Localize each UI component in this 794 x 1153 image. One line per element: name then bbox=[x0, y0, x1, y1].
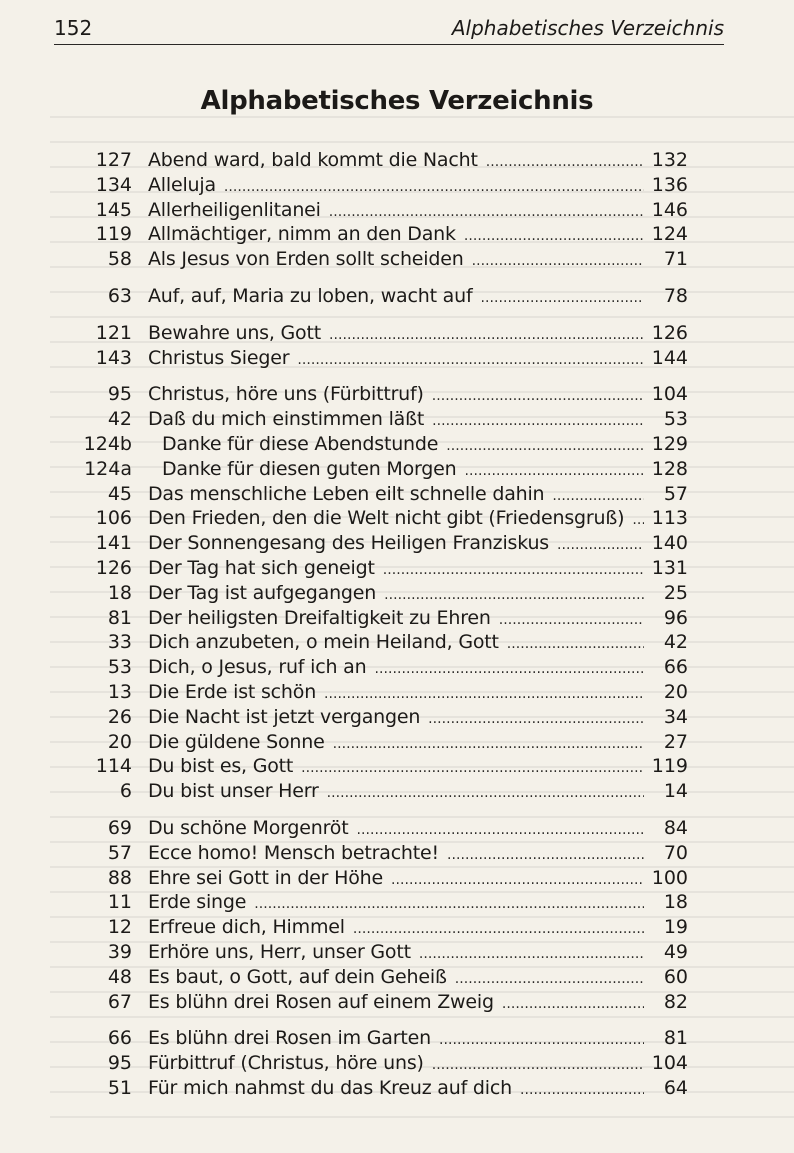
dot-leader bbox=[383, 556, 644, 583]
dot-leader bbox=[356, 816, 644, 843]
index-entry bbox=[0, 346, 794, 371]
entry-number: 145 bbox=[95, 198, 132, 221]
dot-leader bbox=[391, 866, 644, 893]
index-entry bbox=[0, 680, 794, 705]
entry-line bbox=[148, 705, 688, 732]
entry-page: 25 bbox=[663, 581, 688, 604]
entry-page: 60 bbox=[663, 965, 688, 988]
entry-title: Ehre sei Gott in der Höhe bbox=[148, 866, 383, 889]
dot-leader bbox=[329, 321, 644, 348]
index-entry bbox=[0, 581, 794, 606]
entry-line bbox=[148, 965, 688, 992]
index-entry bbox=[0, 556, 794, 581]
entry-title: Allerheiligenlitanei bbox=[148, 198, 321, 221]
entry-page: 14 bbox=[663, 780, 688, 803]
dot-leader bbox=[432, 382, 644, 409]
dot-leader bbox=[632, 506, 644, 533]
entry-title: Erfreue dich, Himmel bbox=[148, 916, 345, 939]
index-entry bbox=[0, 730, 794, 755]
dot-leader bbox=[446, 432, 644, 459]
entry-line bbox=[148, 531, 688, 558]
entry-line bbox=[148, 346, 688, 373]
entry-title: Es baut, o Gott, auf dein Geheiß bbox=[148, 965, 447, 988]
index-entry bbox=[0, 222, 794, 247]
entry-page: 71 bbox=[663, 248, 688, 271]
entry-page: 84 bbox=[663, 817, 688, 839]
index-entry bbox=[0, 606, 794, 631]
entry-number: 126 bbox=[95, 557, 132, 579]
entry-title: Fürbittruf (Christus, höre uns) bbox=[148, 1052, 424, 1075]
dot-leader bbox=[480, 284, 644, 311]
entry-title: Du bist es, Gott bbox=[148, 755, 294, 778]
entry-line bbox=[148, 284, 688, 311]
entry-page: 34 bbox=[663, 705, 688, 728]
entry-number: 141 bbox=[95, 532, 132, 555]
entry-page: 129 bbox=[651, 433, 688, 455]
index-entry bbox=[0, 148, 794, 173]
dot-leader bbox=[329, 198, 644, 225]
entry-line bbox=[148, 382, 688, 409]
entry-title: Daß du mich einstimmen läßt bbox=[148, 408, 425, 431]
entry-number: 69 bbox=[107, 817, 132, 839]
index-entry bbox=[0, 990, 794, 1015]
dot-leader bbox=[254, 890, 644, 917]
entry-line bbox=[148, 680, 688, 707]
entry-page: 140 bbox=[651, 532, 688, 555]
entry-page: 66 bbox=[663, 656, 688, 679]
entry-page: 131 bbox=[651, 557, 688, 579]
index-entry bbox=[0, 816, 794, 841]
entry-line bbox=[148, 1026, 688, 1053]
index-entry bbox=[0, 630, 794, 655]
entry-line bbox=[148, 630, 688, 657]
index-entry bbox=[0, 655, 794, 680]
entry-number: 119 bbox=[95, 223, 132, 246]
entry-page: 146 bbox=[651, 198, 688, 221]
entry-number: 45 bbox=[107, 482, 132, 505]
dot-leader bbox=[374, 655, 644, 682]
entry-page: 42 bbox=[663, 631, 688, 654]
entry-number: 67 bbox=[107, 990, 132, 1013]
entry-number: 39 bbox=[107, 941, 132, 963]
entry-number: 121 bbox=[95, 321, 132, 344]
dot-leader bbox=[432, 1051, 644, 1078]
entry-title: Als Jesus von Erden sollt scheiden bbox=[148, 248, 464, 271]
entry-number: 26 bbox=[107, 705, 132, 728]
entry-line bbox=[148, 556, 688, 583]
dot-leader bbox=[520, 1076, 644, 1103]
entry-line bbox=[148, 730, 688, 757]
entry-title: Danke für diesen guten Morgen bbox=[162, 457, 457, 480]
entry-page: 104 bbox=[651, 1052, 688, 1075]
entry-number: 51 bbox=[107, 1077, 132, 1099]
dot-leader bbox=[447, 841, 644, 868]
dot-leader bbox=[472, 247, 644, 274]
entry-page: 96 bbox=[663, 606, 688, 629]
entry-line bbox=[148, 754, 688, 781]
entry-number: 11 bbox=[107, 891, 132, 914]
dot-leader bbox=[384, 581, 644, 608]
dot-leader bbox=[464, 457, 644, 484]
entry-title: Christus, höre uns (Fürbittruf) bbox=[148, 383, 424, 406]
entry-page: 19 bbox=[663, 916, 688, 939]
entry-number: 95 bbox=[107, 383, 132, 406]
dot-leader bbox=[439, 1026, 644, 1053]
entry-page: 144 bbox=[651, 346, 688, 369]
entry-number: 106 bbox=[95, 507, 132, 530]
entry-number: 13 bbox=[107, 681, 132, 703]
dot-leader bbox=[297, 346, 644, 373]
entry-page: 136 bbox=[651, 173, 688, 196]
entry-number: 63 bbox=[107, 285, 132, 307]
index-entry bbox=[0, 506, 794, 531]
entry-line bbox=[148, 890, 688, 917]
entry-number: 124b bbox=[83, 433, 132, 455]
entry-page: 20 bbox=[663, 681, 688, 703]
index-entry bbox=[0, 940, 794, 965]
entry-page: 128 bbox=[651, 457, 688, 480]
entry-page: 126 bbox=[651, 321, 688, 344]
entry-page: 82 bbox=[663, 990, 688, 1013]
entry-page: 104 bbox=[651, 383, 688, 406]
entry-line bbox=[148, 198, 688, 225]
entry-page: 18 bbox=[663, 891, 688, 914]
entry-title: Erhöre uns, Herr, unser Gott bbox=[148, 941, 411, 963]
index-entry bbox=[0, 866, 794, 891]
entry-title: Bewahre uns, Gott bbox=[148, 321, 321, 344]
dot-leader bbox=[333, 730, 644, 757]
dot-leader bbox=[419, 940, 644, 967]
dot-leader bbox=[324, 680, 644, 707]
entry-number: 57 bbox=[107, 841, 132, 864]
entry-number: 66 bbox=[107, 1027, 132, 1050]
dot-leader bbox=[499, 606, 644, 633]
running-head: Alphabetisches Verzeichnis bbox=[451, 16, 724, 40]
index-entry bbox=[0, 284, 794, 309]
index-entry bbox=[0, 965, 794, 990]
entry-title: Das menschliche Leben eilt schnelle dahin bbox=[148, 482, 545, 505]
index-entry bbox=[0, 1076, 794, 1101]
entry-number: 114 bbox=[95, 755, 132, 778]
entry-number: 124a bbox=[84, 457, 132, 480]
entry-title: Dich, o Jesus, ruf ich an bbox=[148, 656, 367, 679]
entry-number: 6 bbox=[119, 780, 132, 803]
entry-line bbox=[148, 606, 688, 633]
index-entry bbox=[0, 531, 794, 556]
entry-title: Allmächtiger, nimm an den Dank bbox=[148, 223, 456, 246]
entry-page: 78 bbox=[663, 285, 688, 307]
entry-title: Du bist unser Herr bbox=[148, 780, 319, 803]
index-entry bbox=[0, 841, 794, 866]
page-title: Alphabetisches Verzeichnis bbox=[200, 86, 594, 116]
entry-number: 143 bbox=[95, 346, 132, 369]
entry-title: Der Tag ist aufgegangen bbox=[148, 581, 377, 604]
dot-leader bbox=[353, 915, 644, 942]
entry-title: Christus Sieger bbox=[148, 346, 290, 369]
entry-line bbox=[148, 148, 688, 175]
dot-leader bbox=[432, 407, 644, 434]
entry-line bbox=[148, 506, 688, 533]
entry-title: Danke für diese Abendstunde bbox=[162, 433, 439, 455]
dot-leader bbox=[455, 965, 644, 992]
entry-page: 124 bbox=[651, 223, 688, 246]
entry-line bbox=[148, 1051, 688, 1078]
entry-title: Der heiligsten Dreifaltigkeit zu Ehren bbox=[148, 606, 491, 629]
index-entry bbox=[0, 482, 794, 507]
entry-title: Alleluja bbox=[148, 173, 216, 196]
dot-leader bbox=[327, 779, 644, 806]
entry-title: Dich anzubeten, o mein Heiland, Gott bbox=[148, 631, 499, 654]
entry-number: 53 bbox=[107, 656, 132, 679]
entry-line bbox=[162, 457, 688, 484]
entry-line bbox=[148, 940, 688, 967]
entry-line bbox=[148, 655, 688, 682]
entry-page: 64 bbox=[663, 1077, 688, 1099]
entry-number: 33 bbox=[107, 631, 132, 654]
entry-line bbox=[148, 1076, 688, 1103]
entry-number: 42 bbox=[107, 408, 132, 431]
entry-line bbox=[148, 407, 688, 434]
entry-title: Die güldene Sonne bbox=[148, 730, 325, 753]
index-entry bbox=[0, 198, 794, 223]
dot-leader bbox=[507, 630, 644, 657]
entry-number: 127 bbox=[95, 149, 132, 171]
index-entry bbox=[0, 915, 794, 940]
index-entry bbox=[0, 705, 794, 730]
entry-title: Ecce homo! Mensch betrachte! bbox=[148, 841, 439, 864]
entry-page: 132 bbox=[651, 149, 688, 171]
entry-page: 70 bbox=[663, 841, 688, 864]
entry-number: 81 bbox=[107, 606, 132, 629]
entry-title: Es blühn drei Rosen im Garten bbox=[148, 1027, 431, 1050]
entry-title: Den Frieden, den die Welt nicht gibt (Friedensgruß) bbox=[148, 507, 625, 530]
entry-title: Der Sonnengesang des Heiligen Franziskus bbox=[148, 532, 549, 555]
entry-title: Die Erde ist schön bbox=[148, 681, 317, 703]
entry-line bbox=[148, 222, 688, 249]
entry-line bbox=[148, 321, 688, 348]
entry-page: 53 bbox=[663, 408, 688, 431]
entry-number: 48 bbox=[107, 965, 132, 988]
page-number: 152 bbox=[54, 16, 93, 40]
entry-line bbox=[148, 173, 688, 200]
index-entry bbox=[0, 173, 794, 198]
index-entry bbox=[0, 321, 794, 346]
entry-title: Erde singe bbox=[148, 891, 247, 914]
entry-page: 100 bbox=[651, 866, 688, 889]
dot-leader bbox=[557, 531, 644, 558]
index-entry bbox=[0, 754, 794, 779]
dot-leader bbox=[552, 482, 644, 509]
entry-number: 20 bbox=[107, 730, 132, 753]
index-entry bbox=[0, 1026, 794, 1051]
index-entry bbox=[0, 457, 794, 482]
entry-page: 113 bbox=[651, 507, 688, 530]
entry-line bbox=[148, 841, 688, 868]
page-header bbox=[54, 14, 724, 45]
entry-number: 12 bbox=[107, 916, 132, 939]
entry-page: 27 bbox=[663, 730, 688, 753]
entry-page: 81 bbox=[663, 1027, 688, 1050]
entry-title: Die Nacht ist jetzt vergangen bbox=[148, 705, 421, 728]
entry-line bbox=[148, 915, 688, 942]
index-entry bbox=[0, 407, 794, 432]
entry-number: 134 bbox=[95, 173, 132, 196]
dot-leader bbox=[486, 148, 644, 175]
entry-number: 95 bbox=[107, 1052, 132, 1075]
entry-line bbox=[148, 990, 688, 1017]
index-entry bbox=[0, 382, 794, 407]
entry-line bbox=[148, 866, 688, 893]
entry-title: Für mich nahmst du das Kreuz auf dich bbox=[148, 1077, 512, 1099]
entry-page: 57 bbox=[663, 482, 688, 505]
dot-leader bbox=[301, 754, 644, 781]
entry-number: 88 bbox=[107, 866, 132, 889]
index-entry bbox=[0, 1051, 794, 1076]
entry-number: 18 bbox=[107, 581, 132, 604]
entry-page: 49 bbox=[663, 941, 688, 963]
entry-line bbox=[148, 581, 688, 608]
entry-title: Es blühn drei Rosen auf einem Zweig bbox=[148, 990, 494, 1013]
index-entry bbox=[0, 432, 794, 457]
entry-title: Du schöne Morgenröt bbox=[148, 817, 349, 839]
dot-leader bbox=[224, 173, 644, 200]
index-entry bbox=[0, 247, 794, 272]
entry-line bbox=[148, 482, 688, 509]
entry-line bbox=[148, 816, 688, 843]
index-entry bbox=[0, 779, 794, 804]
entry-title: Auf, auf, Maria zu loben, wacht auf bbox=[148, 285, 473, 307]
dot-leader bbox=[464, 222, 644, 249]
entry-line bbox=[148, 779, 688, 806]
entry-number: 58 bbox=[107, 248, 132, 271]
entry-title: Abend ward, bald kommt die Nacht bbox=[148, 149, 478, 171]
index-entry bbox=[0, 890, 794, 915]
entry-line bbox=[148, 247, 688, 274]
entry-line bbox=[162, 432, 688, 459]
entry-page: 119 bbox=[651, 755, 688, 778]
dot-leader bbox=[502, 990, 644, 1017]
dot-leader bbox=[428, 705, 644, 732]
entry-title: Der Tag hat sich geneigt bbox=[148, 557, 375, 579]
